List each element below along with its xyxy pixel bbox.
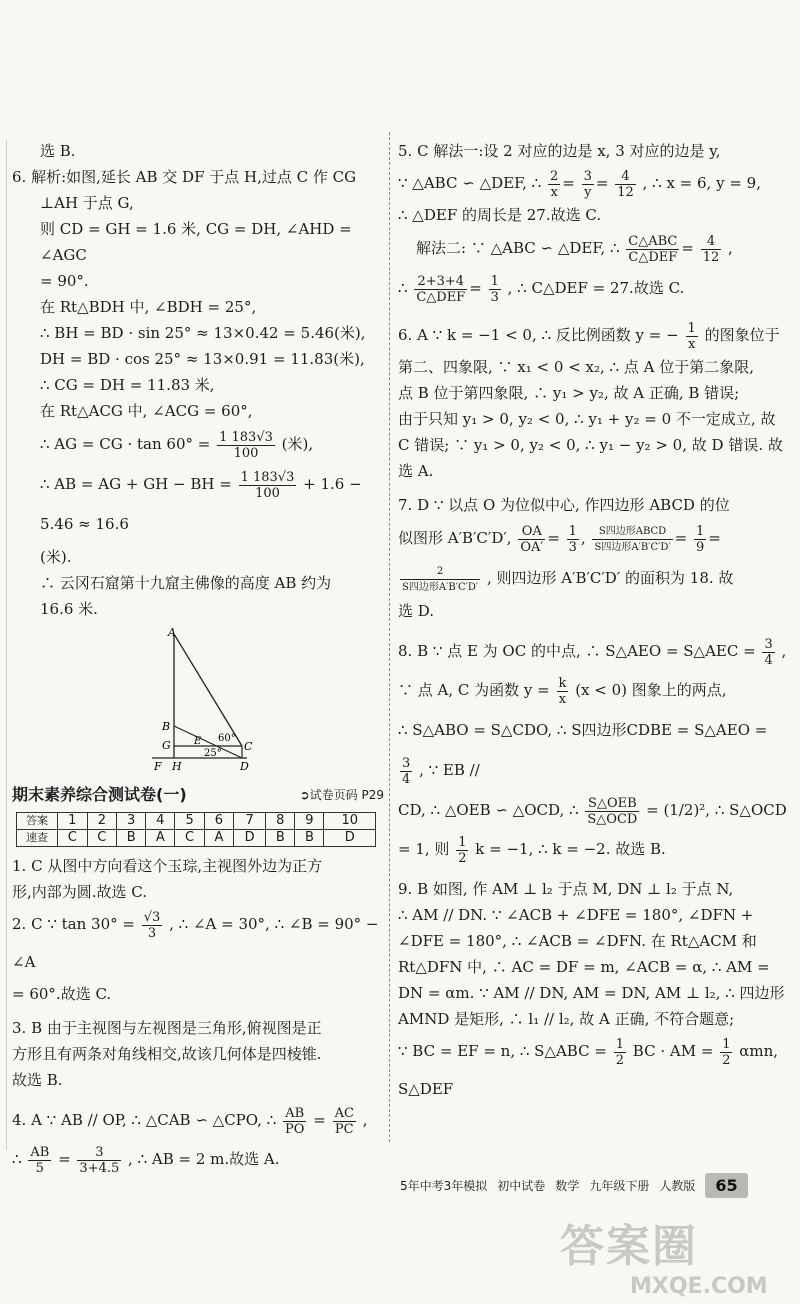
answer-table	[16, 812, 376, 847]
section-title: 期末素养综合测试卷(一)	[12, 785, 187, 804]
formula-line: 解法二: ∵ △ABC ∽ △DEF, ∴ $\frac{\text{C△ABC}}{\text{C△DEF}}$ = $\frac{4}{12}$ ,	[416, 233, 733, 265]
column-divider	[389, 132, 390, 1142]
text: = (1/2)², ∴ S△OCD	[646, 801, 787, 819]
denominator: PC	[334, 1121, 354, 1137]
numerator: AB	[30, 1144, 50, 1160]
text: ∴ AG = CG · tan 60° =	[40, 435, 211, 453]
fraction	[557, 676, 569, 707]
fraction	[217, 430, 275, 461]
fraction	[615, 169, 636, 200]
left-column	[12, 138, 384, 1179]
watermark-text: 答案圈	[560, 1221, 698, 1272]
numerator: AC	[334, 1105, 354, 1121]
text: (x < 0) 图象上的两点,	[575, 681, 727, 699]
fraction	[585, 796, 639, 827]
text: 似图形 A′B′C′D′,	[398, 529, 512, 547]
numerator: S四边形ABCD	[592, 524, 672, 540]
denominator: x	[687, 336, 696, 352]
edition-label: 人教版	[659, 1178, 696, 1193]
text-line: ∴ AM // DN. ∵ ∠ACB + ∠DFE = 180°, ∠DFN +	[398, 906, 754, 924]
text: + 1.6 − 5.46 ≈ 16.6	[40, 475, 362, 533]
denominator: 12	[617, 184, 634, 200]
text: ,	[728, 239, 733, 257]
label-h: H	[172, 760, 182, 773]
book-title: 5年中考3年模拟	[400, 1178, 488, 1193]
denominator: x	[550, 184, 558, 200]
text: , ∴ x = 6, y = 9,	[642, 174, 761, 192]
formula-line	[12, 1139, 384, 1179]
label-e: E	[194, 736, 202, 747]
fraction	[518, 524, 545, 555]
denominator: 2	[722, 1052, 731, 1068]
text: 的图象位于	[704, 326, 780, 344]
numerator: 3	[77, 1145, 121, 1161]
answer-4	[12, 1101, 384, 1139]
label-d: D	[240, 760, 249, 773]
fraction	[333, 1106, 356, 1137]
text: ,	[362, 1111, 368, 1129]
text-line: ∴ BH = BD · sin 25° ≈ 13×0.42 = 5.46(米),	[40, 324, 366, 342]
denominator: x	[558, 691, 567, 707]
text: = 1, 则	[398, 840, 450, 858]
text-line: = 90°.	[40, 272, 89, 290]
text: BC · AM =	[632, 1042, 714, 1060]
text-line: 由于只知 y₁ > 0, y₂ < 0, ∴ y₁ + y₂ = 0 不一定成立, 故	[398, 410, 776, 428]
table-cell: 10	[324, 813, 376, 830]
text-line: 选 A.	[398, 462, 434, 480]
denominator: 4	[764, 652, 773, 668]
numerator: 1	[696, 523, 705, 539]
page-number: 65	[705, 1173, 747, 1198]
fraction	[283, 1106, 306, 1137]
text: ,	[781, 642, 787, 660]
table-cell: 9	[295, 813, 324, 830]
answer-3: 3. B 由于主视图与左视图是三角形,俯视图是正	[12, 1019, 322, 1037]
fraction	[582, 169, 594, 200]
formula-line	[398, 710, 788, 790]
table-cell: C	[175, 830, 205, 847]
text: ∴ S△ABO = S△CDO, ∴ S四边形CDBE = S△AEO =	[398, 721, 768, 739]
numerator: 3	[764, 636, 773, 652]
text-line: 形,内部为圆.故选 C.	[12, 883, 148, 901]
label-b: B	[162, 720, 171, 733]
denominator: 3	[568, 539, 577, 555]
fraction	[28, 1145, 51, 1176]
answer-9: 9. B 如图, 作 AM ⊥ l₂ 于点 M, DN ⊥ l₂ 于点 N,	[398, 880, 734, 898]
text-line: 选 D.	[398, 602, 435, 620]
numerator: 4	[615, 169, 636, 185]
text: (米),	[281, 435, 314, 453]
numerator: 1	[722, 1036, 731, 1052]
table-cell: A	[146, 830, 175, 847]
text: ∴	[12, 1150, 22, 1168]
fraction	[77, 1145, 121, 1176]
text: , ∵ EB //	[419, 761, 480, 779]
fraction	[567, 524, 579, 555]
numerator: 1	[490, 273, 499, 289]
denominator: S四边形A′B′C′D′	[402, 581, 479, 593]
line-ac	[174, 634, 242, 746]
text-line: ∴ △DEF 的周长是 27.故选 C.	[398, 206, 602, 224]
denominator: 100	[233, 445, 259, 461]
text: ∴ AB = AG + GH − BH =	[40, 475, 232, 493]
text: , ∴ C△DEF = 27.故选 C.	[507, 279, 685, 297]
formula-line	[398, 558, 788, 598]
fraction	[456, 835, 468, 866]
formula-line	[398, 670, 788, 710]
table-cell: D	[233, 830, 265, 847]
answer-7: 7. D ∵ 以点 O 为位似中心, 作四边形 ABCD 的位	[398, 496, 730, 514]
fraction	[400, 756, 412, 787]
subject-label: 数学	[555, 1178, 580, 1193]
denominator: C△DEF	[628, 249, 678, 265]
text-line: 在 Rt△ACG 中, ∠ACG = 60°,	[40, 402, 253, 420]
table-cell: 3	[117, 813, 146, 830]
numerator: 2+3+4	[414, 274, 467, 290]
text: 8. B ∵ 点 E 为 OC 的中点, ∴ S△AEO = S△AEC =	[398, 642, 756, 660]
denominator: S△OCD	[587, 811, 638, 827]
fraction	[592, 524, 672, 555]
fraction	[142, 910, 163, 941]
formula-line	[12, 464, 384, 544]
table-cell: C	[58, 830, 88, 847]
page-edge	[6, 140, 7, 1150]
table-cell: C	[87, 830, 117, 847]
denominator: 3+4.5	[79, 1160, 120, 1176]
answer-6	[398, 316, 788, 354]
text-line: ∴ 云冈石窟第十九窟主佛像的高度 AB 约为	[40, 574, 332, 592]
numerator: 4	[701, 234, 722, 250]
text-line: 则 CD = GH = 1.6 米, CG = DH, ∠AHD = ∠AGC	[40, 220, 352, 264]
label-c: C	[244, 740, 253, 753]
denominator: PO	[285, 1121, 305, 1137]
text-line: C 错误; ∵ y₁ > 0, y₂ < 0, ∴ y₁ − y₂ > 0, 故 D 错误. 故	[398, 436, 783, 454]
table-cell: 1	[58, 813, 88, 830]
geometry-figure	[132, 626, 262, 776]
numerator: 2	[400, 564, 480, 580]
text: ∵ △ABC ∽ △DEF, ∴	[398, 174, 542, 192]
text: 6. A ∵ k = −1 < 0, ∴ 反比例函数 y = −	[398, 326, 679, 344]
text: , ∴ AB = 2 m.故选 A.	[128, 1150, 280, 1168]
text: ∵ 点 A, C 为函数 y =	[398, 681, 550, 699]
table-cell: 5	[175, 813, 205, 830]
text-line: 第二、四象限, ∵ x₁ < 0 < x₂, ∴ 点 A 位于第二象限,	[398, 358, 754, 376]
series-label: 初中试卷	[497, 1178, 546, 1193]
numerator: 1 183√3	[219, 429, 273, 445]
numerator: √3	[143, 909, 161, 925]
angle-25: 25°	[204, 748, 222, 759]
text: 2. C ∵ tan 30° =	[12, 915, 135, 933]
text-line: 点 B 位于第四象限, ∴ y₁ > y₂, 故 A 正确, B 错误;	[398, 384, 740, 402]
table-cell: A	[204, 830, 233, 847]
text: ∴	[398, 279, 408, 297]
fraction	[400, 564, 480, 595]
text: CD, ∴ △OEB ∽ △OCD, ∴	[398, 801, 579, 819]
watermark-url: MXQE.COM	[630, 1274, 768, 1299]
text-line: Rt△DFN 中, ∴ AC = DF = m, ∠ACB = α, ∴ AM =	[398, 958, 770, 976]
fraction	[701, 234, 722, 265]
fraction	[489, 274, 501, 305]
table-cell: B	[117, 830, 146, 847]
numerator: 1	[458, 834, 467, 850]
denominator: S四边形A′B′C′D′	[594, 541, 671, 553]
numerator: OA	[518, 524, 545, 540]
fraction	[614, 1037, 626, 1068]
angle-60: 60°	[218, 733, 236, 744]
fraction	[762, 637, 774, 668]
denominator: 3	[147, 925, 157, 941]
denominator: 2	[458, 850, 467, 866]
denominator: 100	[255, 485, 280, 501]
text-line: AMND 是矩形, ∴ l₁ // l₂, 故 A 正确, 不符合题意;	[398, 1010, 735, 1028]
text: ∵ BC = EF = n, ∴ S△ABC =	[398, 1042, 607, 1060]
fraction	[694, 524, 706, 555]
formula-line: ∵ △ABC ∽ △DEF, ∴ $\frac{2}{x}$ = $\frac{3}{y}$ = $\frac{4}{12}$ , ∴ x = 6, y = 9,	[398, 168, 761, 200]
numerator: 1	[568, 523, 577, 539]
text-line: = 60°.故选 C.	[12, 985, 112, 1003]
formula-line: 似图形 A′B′C′D′, $\frac{OA}{OA'}$ = $\frac{1}{3}$ , $\frac{\text{S四边形ABCD}}{\text{S四边形A′B′C′D′}}$ = $\frac{1}{9}$ =	[398, 523, 721, 555]
grade-label: 九年级下册	[589, 1178, 650, 1193]
section-header	[12, 782, 384, 808]
answer-2	[12, 905, 384, 981]
numerator: S△OEB	[585, 796, 639, 812]
numerator: 1	[615, 1036, 624, 1052]
denominator: 2	[615, 1052, 624, 1068]
text: , 则四边形 A′B′C′D′ 的面积为 18. 故	[486, 569, 734, 587]
table-cell: 2	[87, 813, 117, 830]
label-a: A	[168, 626, 176, 639]
fraction	[548, 169, 560, 200]
numerator: 3	[583, 168, 592, 184]
fraction	[626, 234, 679, 265]
text: =	[313, 1111, 326, 1129]
denominator: 9	[696, 539, 705, 555]
text-line: 在 Rt△BDH 中, ∠BDH = 25°,	[40, 298, 257, 316]
numerator: k	[558, 675, 567, 691]
text: 4. A ∵ AB // OP, ∴ △CAB ∽ △CPO, ∴	[12, 1111, 277, 1129]
numerator: 1 183√3	[240, 469, 295, 485]
formula-line	[398, 830, 788, 868]
text-line: DN = αm. ∵ AM // DN, AM = DN, AM ⊥ l₂, ∴ 四边形	[398, 984, 785, 1002]
table-row	[17, 813, 376, 830]
right-column	[398, 138, 788, 1108]
q6-heading: 6. 解析:如图,延长 AB 交 DF 于点 H,过点 C 作 CG	[12, 168, 357, 186]
answer-1: 1. C 从图中方向看这个玉琮,主视图外边为正方	[12, 857, 323, 875]
denominator: C△DEF	[416, 289, 466, 305]
text-line: ∴ CG = DH = 11.83 米,	[40, 376, 215, 394]
denominator: 4	[402, 771, 411, 787]
text: αmn, S△DEF	[398, 1042, 779, 1098]
fraction	[686, 321, 698, 352]
fraction	[414, 274, 467, 305]
table-cell: D	[324, 830, 376, 847]
watermark	[560, 1210, 790, 1299]
text-line: ⊥AH 于点 G,	[40, 194, 134, 212]
numerator: C△ABC	[628, 233, 678, 249]
table-header: 速查	[17, 830, 58, 847]
paper-page-ref: ➲试卷页码 P29	[299, 788, 384, 802]
table-header: 答案	[17, 813, 58, 830]
text: , ∴ ∠A = 30°, ∴ ∠B = 90° − ∠A	[12, 915, 379, 971]
text-line: 选 B.	[40, 142, 76, 160]
numerator: 3	[402, 755, 411, 771]
text-line: 方形且有两条对角线相交,故该几何体是四棱锥.	[12, 1045, 322, 1063]
answer-5: 5. C 解法一:设 2 对应的边是 x, 3 对应的边是 y,	[398, 142, 721, 160]
denominator: 12	[702, 249, 720, 265]
formula-line	[398, 790, 788, 830]
fraction	[239, 470, 297, 501]
fraction	[720, 1037, 732, 1068]
text-line: 故选 B.	[12, 1071, 63, 1089]
formula-line	[398, 1032, 788, 1108]
text-line: DH = BD · cos 25° ≈ 13×0.91 = 11.83(米),	[40, 350, 365, 368]
denominator: 3	[490, 289, 499, 305]
denominator: 5	[35, 1160, 44, 1176]
text: 解法二: ∵ △ABC ∽ △DEF, ∴	[416, 239, 620, 257]
text-line: ∠DFE = 180°, ∴ ∠ACB = ∠DFN. 在 Rt△ACM 和	[398, 932, 757, 950]
numerator: 2	[550, 168, 559, 184]
table-cell: 4	[146, 813, 175, 830]
table-cell: 8	[266, 813, 295, 830]
text: k = −1, ∴ k = −2. 故选 B.	[475, 840, 666, 858]
answer-8	[398, 632, 788, 670]
label-g: G	[162, 739, 171, 752]
denominator: OA′	[520, 539, 544, 555]
label-f: F	[154, 760, 162, 773]
formula-line: ∴ $\frac{2+3+4}{\text{C△DEF}}$ = $\frac{1}{3}$ , ∴ C△DEF = 27.故选 C.	[398, 273, 685, 305]
table-row	[17, 830, 376, 847]
page-footer	[400, 1170, 790, 1200]
text-line: 16.6 米.	[40, 600, 98, 618]
table-cell: 6	[204, 813, 233, 830]
numerator: AB	[283, 1106, 306, 1122]
text: =	[58, 1150, 71, 1168]
table-cell: 7	[233, 813, 265, 830]
text-line: (米).	[40, 548, 72, 566]
table-cell: B	[266, 830, 295, 847]
numerator: 1	[687, 320, 696, 336]
formula-line	[12, 424, 384, 464]
denominator: y	[584, 184, 592, 200]
table-cell: B	[295, 830, 324, 847]
